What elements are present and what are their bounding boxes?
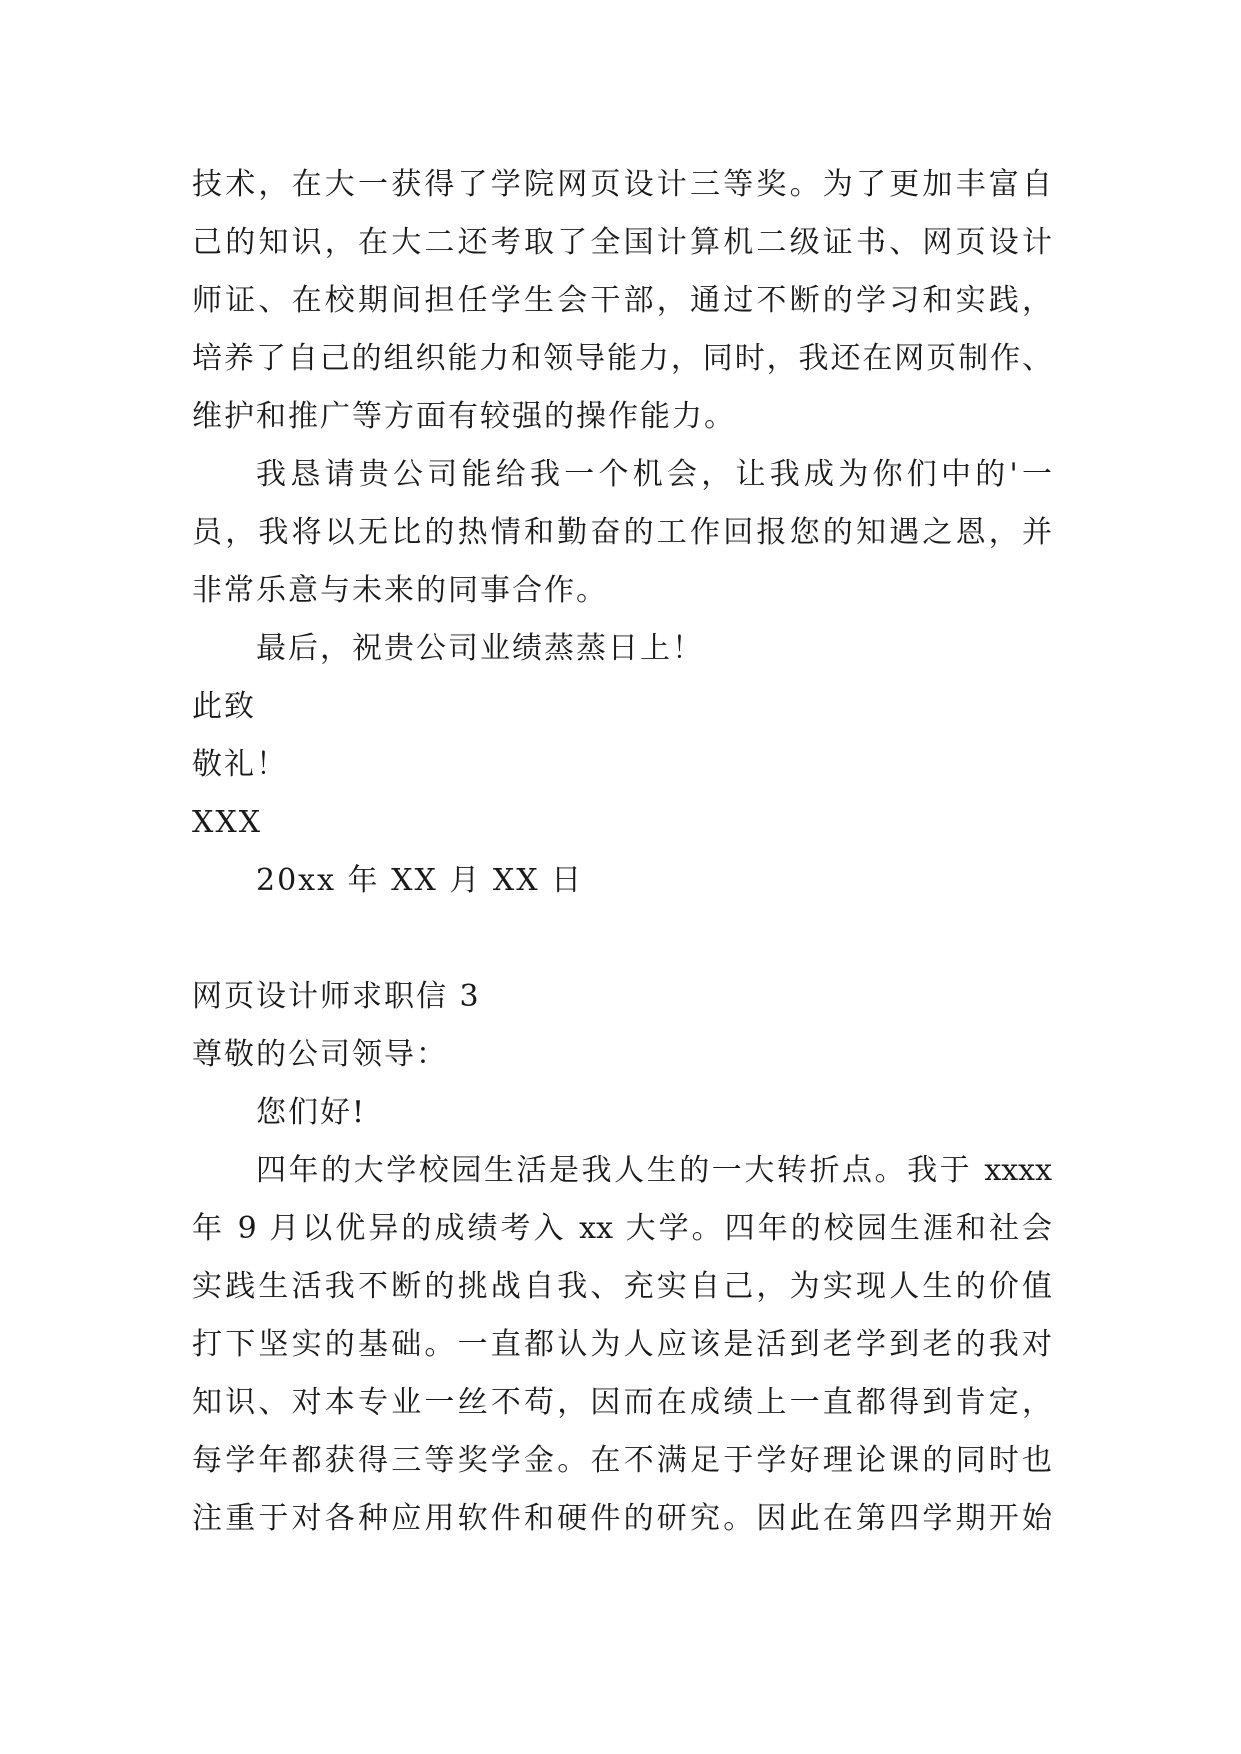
letter-greeting: 尊敬的公司领导：: [192, 1037, 448, 1072]
paragraph-line: 我恳请贵公司能给我一个机会，让我成为你们中的'一: [256, 457, 1052, 492]
paragraph-line: 培养了自己的组织能力和领导能力，同时，我还在网页制作、: [192, 341, 1052, 376]
paragraph-line: 非常乐意与未来的同事合作。: [192, 573, 608, 608]
document-page: [192, 156, 1052, 1548]
paragraph-line: 打下坚实的基础。一直都认为人应该是活到老学到老的我对: [192, 1327, 1052, 1362]
paragraph-line: 师证、在校期间担任学生会干部，通过不断的学习和实践，: [192, 283, 1052, 318]
letter-date: 20xx 年 XX 月 XX 日: [256, 863, 584, 898]
signature: XXX: [192, 805, 263, 840]
paragraph-line: 知识、对本专业一丝不苟，因而在成绩上一直都得到肯定，: [192, 1385, 1052, 1420]
paragraph-line: 注重于对各种应用软件和硬件的研究。因此在第四学期开始: [192, 1501, 1052, 1536]
section-title: 网页设计师求职信 3: [192, 979, 481, 1014]
paragraph-line: 四年的大学校园生活是我人生的一大转折点。我于 xxxx: [256, 1153, 1052, 1188]
paragraph-line: 维护和推广等方面有较强的操作能力。: [192, 399, 736, 434]
paragraph-line: 技术，在大一获得了学院网页设计三等奖。为了更加丰富自: [192, 167, 1052, 202]
paragraph-line: 员，我将以无比的热情和勤奋的工作回报您的知遇之恩，并: [192, 515, 1052, 550]
salutation-line-1: 此致: [192, 689, 256, 724]
paragraph-line: 每学年都获得三等奖学金。在不满足于学好理论课的同时也: [192, 1443, 1052, 1478]
blank-line: [192, 910, 1052, 968]
letter-hello: 您们好!: [256, 1095, 367, 1130]
paragraph-line: 实践生活我不断的挑战自我、充实自己，为实现人生的价值: [192, 1269, 1052, 1304]
closing-wish: 最后，祝贵公司业绩蒸蒸日上！: [256, 631, 704, 666]
paragraph-line: 年 9 月以优异的成绩考入 xx 大学。四年的校园生涯和社会: [192, 1211, 1052, 1246]
paragraph-line: 己的知识，在大二还考取了全国计算机二级证书、网页设计: [192, 225, 1052, 260]
salutation-line-2: 敬礼！: [192, 747, 288, 782]
